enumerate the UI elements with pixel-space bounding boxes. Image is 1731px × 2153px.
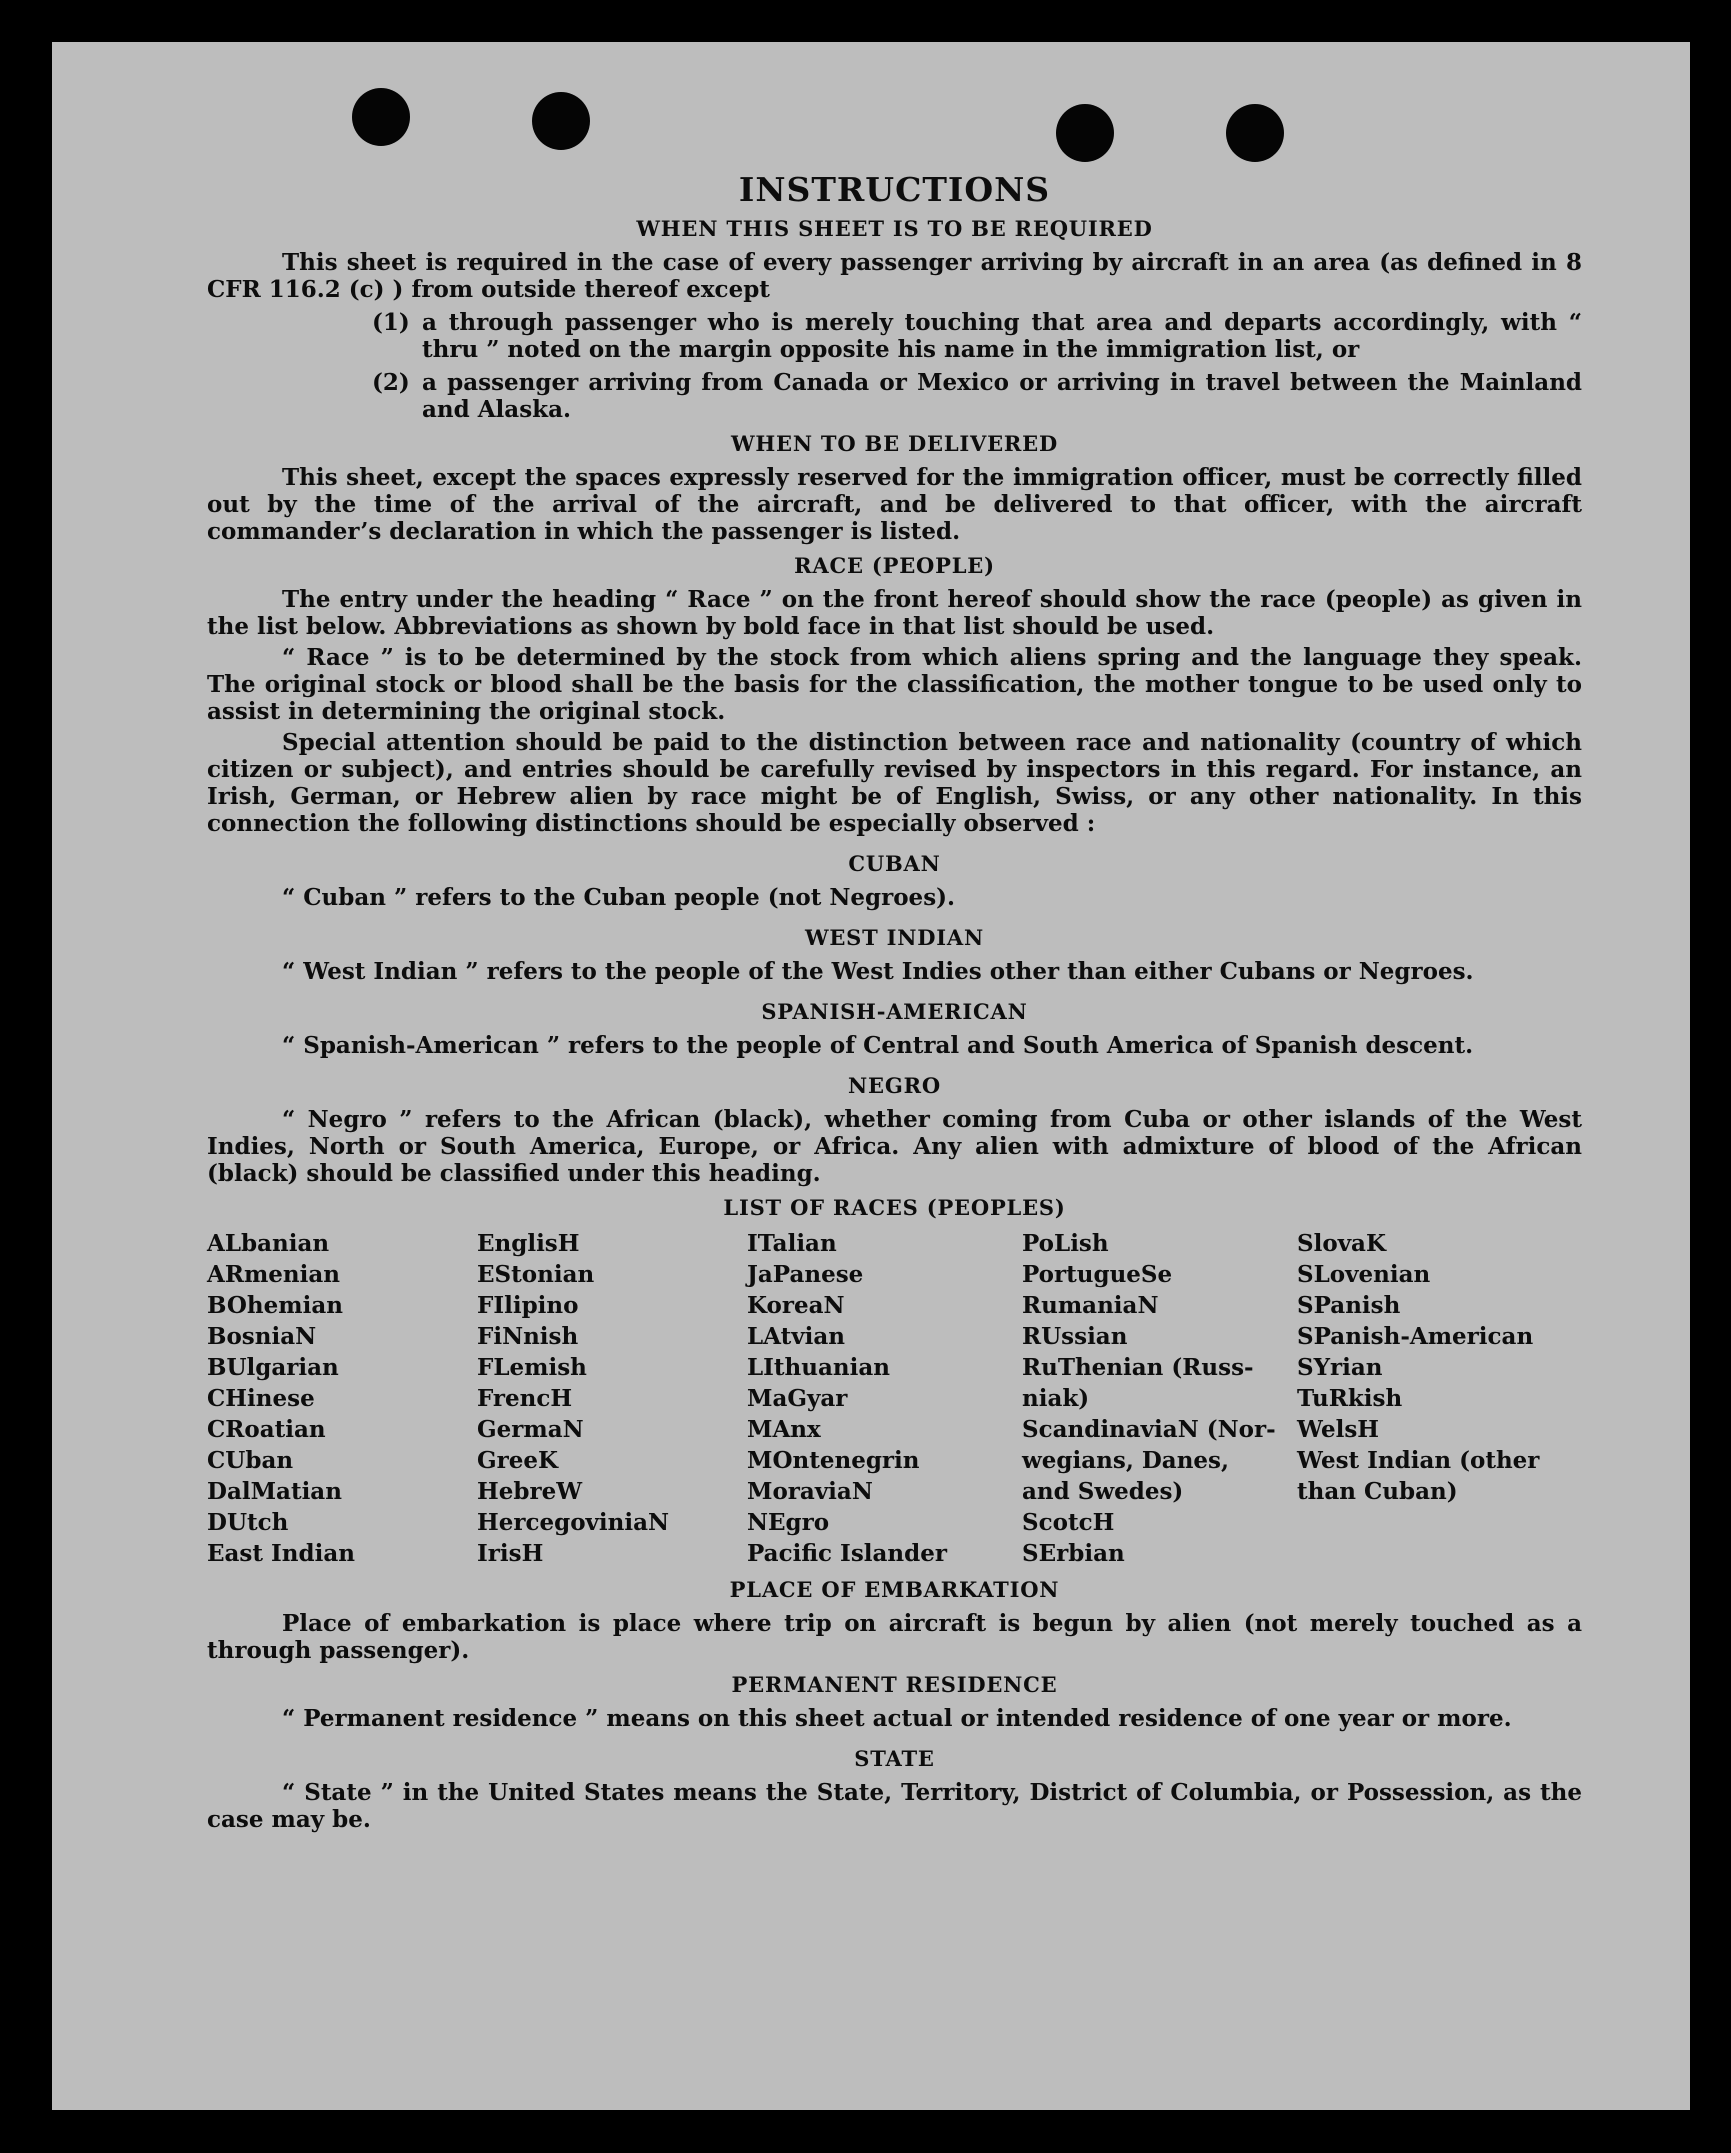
race-item: WelsH	[1297, 1416, 1380, 1444]
race-item: EStonian	[477, 1261, 595, 1289]
race-column	[477, 1228, 747, 1569]
paragraph: This sheet, except the spaces expressly reserved for the immigration officer, must be correctly filled out by the time of the arrival of the aircraft, and be delivered to that officer, with the aircraft commander’s declaration in which the passenger is listed.	[207, 464, 1582, 546]
race-item: RumaniaN	[1022, 1292, 1159, 1320]
race-item: KoreaN	[747, 1292, 845, 1320]
paragraph: Place of embarkation is place where trip on aircraft is begun by alien (not merely touched as a through passenger).	[207, 1610, 1582, 1665]
section-heading: PLACE OF EMBARKATION	[729, 1577, 1060, 1603]
list-item: (1) a through passenger who is merely touching that area and departs accordingly, with “ thru ” noted on the margin opposite his name in the immigration list, or	[372, 309, 1582, 364]
race-item: ALbanian	[207, 1230, 330, 1258]
punch-hole	[532, 92, 590, 150]
section-heading: STATE	[854, 1746, 935, 1772]
paragraph: This sheet is required in the case of every passenger arriving by aircraft in an area (as defined in 8 CFR 116.2 (c) ) from outside thereof except	[207, 249, 1582, 304]
race-item: ScandinaviaN (Nor- wegians, Danes, and Swedes)	[1022, 1416, 1276, 1506]
race-item: PoLish	[1022, 1230, 1109, 1258]
race-item: MAnx	[747, 1416, 821, 1444]
race-item: HebreW	[477, 1478, 583, 1506]
race-column	[747, 1228, 1022, 1569]
race-item: IrisH	[477, 1540, 544, 1568]
race-item: DUtch	[207, 1509, 289, 1537]
section-heading: RACE (PEOPLE)	[794, 553, 995, 579]
paragraph: “ Permanent residence ” means on this sheet actual or intended residence of one year or more.	[282, 1705, 1512, 1733]
instructions-body	[207, 172, 1582, 1833]
section-heading: SPANISH-AMERICAN	[761, 999, 1028, 1025]
race-item: LIthuanian	[747, 1354, 890, 1382]
race-item: FLemish	[477, 1354, 587, 1382]
race-item: ARmenian	[207, 1261, 341, 1289]
race-item: TuRkish	[1297, 1385, 1403, 1413]
race-item: SlovaK	[1297, 1230, 1386, 1258]
race-item: SLovenian	[1297, 1261, 1431, 1289]
punch-hole	[1056, 104, 1114, 162]
race-list	[207, 1228, 1582, 1569]
race-item: HercegoviniaN	[477, 1509, 670, 1537]
race-item: CRoatian	[207, 1416, 326, 1444]
race-item: GermaN	[477, 1416, 584, 1444]
race-item: EnglisH	[477, 1230, 580, 1258]
race-item: ITalian	[747, 1230, 837, 1258]
paragraph: “ Cuban ” refers to the Cuban people (not Negroes).	[282, 884, 956, 912]
race-item: SErbian	[1022, 1540, 1125, 1568]
paragraph: The entry under the heading “ Race ” on the front hereof should show the race (people) as given in the list below. Abbreviations as shown by bold face in that list should be used.	[207, 586, 1582, 641]
race-item: RUssian	[1022, 1323, 1128, 1351]
section-heading: PERMANENT RESIDENCE	[731, 1672, 1058, 1698]
race-item: RuThenian (Russ- niak)	[1022, 1354, 1254, 1413]
race-item: SPanish-American	[1297, 1323, 1534, 1351]
race-item: MaGyar	[747, 1385, 848, 1413]
race-item: NEgro	[747, 1509, 830, 1537]
race-item: PortugueSe	[1022, 1261, 1173, 1289]
document-sheet	[52, 42, 1690, 2110]
paragraph: “ Race ” is to be determined by the stock from which aliens spring and the language they speak. The original stock or blood shall be the basis for the classification, the mother tongue to be used only to assist in determining the original stock.	[207, 644, 1582, 726]
race-item: MoraviaN	[747, 1478, 873, 1506]
section-heading: WHEN THIS SHEET IS TO BE REQUIRED	[636, 216, 1153, 242]
race-item: FrencH	[477, 1385, 573, 1413]
race-item: FIlipino	[477, 1292, 579, 1320]
list-item: (2) a passenger arriving from Canada or Mexico or arriving in travel between the Mainland and Alaska.	[372, 369, 1582, 424]
race-item: ScotcH	[1022, 1509, 1115, 1537]
race-item: FiNnish	[477, 1323, 579, 1351]
section-heading: NEGRO	[848, 1073, 941, 1099]
race-item: BosniaN	[207, 1323, 317, 1351]
section-heading: WHEN TO BE DELIVERED	[730, 431, 1058, 457]
punch-hole	[1226, 104, 1284, 162]
race-column	[207, 1228, 477, 1569]
paragraph: “ Spanish-American ” refers to the people of Central and South America of Spanish descent.	[282, 1032, 1474, 1060]
section-heading: CUBAN	[848, 851, 941, 877]
race-item: BUlgarian	[207, 1354, 339, 1382]
section-heading: WEST INDIAN	[804, 925, 985, 951]
race-item: GreeK	[477, 1447, 559, 1475]
race-item: MOntenegrin	[747, 1447, 920, 1475]
punch-hole	[352, 88, 410, 146]
race-item: CHinese	[207, 1385, 315, 1413]
paragraph: “ Negro ” refers to the African (black), whether coming from Cuba or other islands of the West Indies, North or South America, Europe, or Africa. Any alien with admixture of blood of the African (black) should be classified under this heading.	[207, 1106, 1582, 1188]
race-item: DalMatian	[207, 1478, 342, 1506]
paragraph: Special attention should be paid to the distinction between race and nationality (country of which citizen or subject), and entries should be carefully revised by inspectors in this regard. For instance, an Irish, German, or Hebrew alien by race might be of English, Swiss, or any other nationality. In this connection the following distinctions should be especially observed :	[207, 729, 1582, 838]
race-item: SYrian	[1297, 1354, 1383, 1382]
paragraph: “ West Indian ” refers to the people of the West Indies other than either Cubans or Negroes.	[282, 958, 1474, 986]
race-item: West Indian (other than Cuban)	[1297, 1447, 1540, 1506]
race-item: JaPanese	[747, 1261, 864, 1289]
race-item: BOhemian	[207, 1292, 343, 1320]
race-column	[1297, 1228, 1582, 1569]
section-heading: LIST OF RACES (PEOPLES)	[723, 1195, 1066, 1221]
race-column	[1022, 1228, 1297, 1569]
race-item: Pacific Islander	[747, 1540, 947, 1568]
paragraph: “ State ” in the United States means the State, Territory, District of Columbia, or Possession, as the case may be.	[207, 1779, 1582, 1834]
document-title: INSTRUCTIONS	[738, 170, 1051, 209]
race-item: East Indian	[207, 1540, 355, 1568]
race-item: SPanish	[1297, 1292, 1401, 1320]
race-item: LAtvian	[747, 1323, 845, 1351]
race-item: CUban	[207, 1447, 294, 1475]
